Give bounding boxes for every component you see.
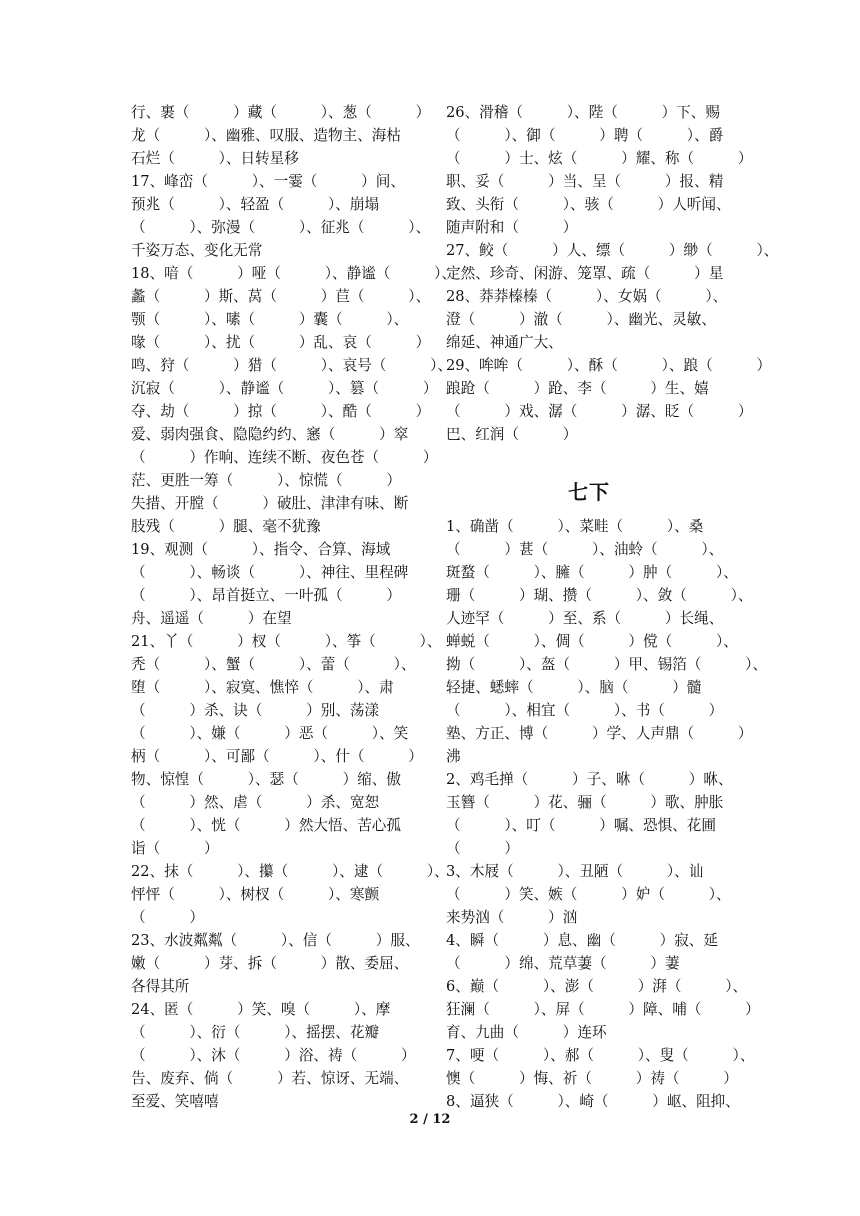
text-line: 拗（ ）、盔（ ）甲、锡箔（ ）、 xyxy=(446,656,768,673)
text-line: 来势汹（ ）汹 xyxy=(446,909,578,926)
text-line: 踉跄（ ）跄、李（ ）生、嬉 xyxy=(446,380,709,397)
section-heading: 七下 xyxy=(568,480,610,504)
text-line: 21、丫（ ）杈（ ）、筝（ ）、 xyxy=(131,633,442,650)
text-line: （ ）杀、诀（ ）别、荡漾 xyxy=(131,702,380,719)
text-line: 3、木屐（ ）、丑陋（ ）、讪 xyxy=(446,863,704,880)
text-line: （ ）笑、嫉（ ）妒（ ）、 xyxy=(446,886,731,903)
text-line: 7、哽（ ）、郝（ ）、叟（ ）、 xyxy=(446,1047,755,1064)
text-line: 沸 xyxy=(446,748,461,765)
text-line: 27、鲛（ ）人、缥（ ）缈（ ）、 xyxy=(446,242,779,259)
left-column xyxy=(131,101,457,1113)
text-line: 人迹罕（ ）至、系（ ）长绳、 xyxy=(446,610,724,627)
text-line: 各得其所 xyxy=(131,978,190,995)
text-line: 职、妥（ ）当、呈（ ）报、精 xyxy=(446,173,724,190)
text-line: 斑蝥（ ）、臃（ ）肿（ ）、 xyxy=(446,564,738,581)
text-line: 秃（ ）、蟹（ ）、蕾（ ）、 xyxy=(131,656,416,673)
text-line: 告、废弃、倘（ ）若、惊讶、无端、 xyxy=(131,1070,409,1087)
text-line: 爱、弱肉强食、隐隐约约、窸（ ）窣 xyxy=(131,426,409,443)
text-line: （ ）、嫌（ ）恶（ ）、笑 xyxy=(131,725,409,742)
text-line: 肢残（ ）腿、毫不犹豫 xyxy=(131,518,321,535)
text-line: 颚（ ）、嗉（ ）囊（ ）、 xyxy=(131,311,409,328)
right-column-top-block xyxy=(446,101,779,446)
text-line: 诣（ ） xyxy=(131,840,219,857)
text-line: 龙（ ）、幽雅、叹服、造物主、海枯 xyxy=(131,127,401,144)
text-line: 喙（ ）、扰（ ）乱、哀（ ） xyxy=(131,334,431,351)
text-line: 19、观测（ ）、指令、合算、海域 xyxy=(131,541,391,558)
text-line: 4、瞬（ ）息、幽（ ）寂、延 xyxy=(446,932,718,949)
text-line: （ ）、昂首挺立、一叶孤（ ） xyxy=(131,587,401,604)
text-line: 26、滑稽（ ）、陛（ ）下、赐 xyxy=(446,104,720,121)
text-line: 轻捷、蟋蟀（ ）、脑（ ）髓 xyxy=(446,679,702,696)
text-line: （ ） xyxy=(446,840,519,857)
text-line: 玉簪（ ）花、骊（ ）歌、肿胀 xyxy=(446,794,724,811)
text-line: 失措、开膛（ ）破肚、津津有味、断 xyxy=(131,495,409,512)
text-line: 珊（ ）瑚、攒（ ）、敛（ ）、 xyxy=(446,587,753,604)
text-line: 狂澜（ ）、屏（ ）障、哺（ ） xyxy=(446,1001,760,1018)
text-line: （ ）士、炫（ ）耀、称（ ） xyxy=(446,150,753,167)
text-line: 夺、劫（ ）掠（ ）、酷（ ） xyxy=(131,403,431,420)
text-line: 堕（ ）、寂寞、憔悴（ ）、肃 xyxy=(131,679,394,696)
text-line: （ ）葚（ ）、油蛉（ ）、 xyxy=(446,541,724,558)
text-line: 千姿万态、变化无常 xyxy=(131,242,263,259)
text-line: 28、莽莽榛榛（ ）、女娲（ ）、 xyxy=(446,288,728,305)
text-line: 茫、更胜一筹（ ）、惊慌（ ） xyxy=(131,472,401,489)
text-line: （ ）、畅谈（ ）、神往、里程碑 xyxy=(131,564,409,581)
text-line: 17、峰峦（ ）、一霎（ ）间、 xyxy=(131,173,405,190)
text-line: （ ）、叮（ ）嘱、恐惧、花圃 xyxy=(446,817,716,834)
text-line: 物、惊惶（ ）、瑟（ ）缩、傲 xyxy=(131,771,401,788)
text-line: 致、头衔（ ）、骇（ ）人听闻、 xyxy=(446,196,731,213)
text-line: （ ）、相宜（ ）、书（ ） xyxy=(446,702,724,719)
text-line: 至爱、笑嘻嘻 xyxy=(131,1093,219,1110)
text-line: 蝉蜕（ ）、倜（ ）傥（ ）、 xyxy=(446,633,738,650)
text-line: 绵延、神通广大、 xyxy=(446,334,563,351)
text-line: 澄（ ）澈（ ）、幽光、灵敏、 xyxy=(446,311,716,328)
text-line: （ ）、御（ ）聘（ ）、爵 xyxy=(446,127,724,144)
text-line: （ ）、沐（ ）浴、祷（ ） xyxy=(131,1047,416,1064)
text-line: 石烂（ ）、日转星移 xyxy=(131,150,299,167)
text-line: 2、鸡毛掸（ ）子、咻（ ）咻、 xyxy=(446,771,733,788)
text-line: （ ）绵、荒草萋（ ）萋 xyxy=(446,955,680,972)
text-line: 怦怦（ ）、树杈（ ）、寒颤 xyxy=(131,886,380,903)
right-column-bottom-block xyxy=(446,515,768,1113)
text-line: 8、逼狭（ ）、崎（ ）岖、阻抑、 xyxy=(446,1093,740,1110)
text-line: 舟、遥遥（ ）在望 xyxy=(131,610,292,627)
text-line: （ ） xyxy=(131,909,204,926)
text-line: 巴、红润（ ） xyxy=(446,426,578,443)
text-line: 29、哞哞（ ）、酥（ ）、踉（ ） xyxy=(446,357,772,374)
text-line: 24、匿（ ）笑、嗅（ ）、摩 xyxy=(131,1001,391,1018)
text-line: 鸣、狩（ ）猎（ ）、哀号（ ）、 xyxy=(131,357,453,374)
text-line: 塾、方正、博（ ）学、人声鼎（ ） xyxy=(446,725,753,742)
text-line: 行、裹（ ）藏（ ）、葱（ ） xyxy=(131,104,431,121)
text-line: 6、巅（ ）、澎（ ）湃（ ）、 xyxy=(446,978,748,995)
text-line: （ ）作响、连续不断、夜色苍（ ） xyxy=(131,449,438,466)
text-line: 嫩（ ）芽、拆（ ）散、委屈、 xyxy=(131,955,409,972)
text-line: 沉寂（ ）、静谧（ ）、篡（ ） xyxy=(131,380,438,397)
text-line: 1、确凿（ ）、菜畦（ ）、桑 xyxy=(446,518,704,535)
text-line: 22、抹（ ）、攥（ ）、逮（ ）、 xyxy=(131,863,449,880)
text-line: （ ）戏、潺（ ）潺、眨（ ） xyxy=(446,403,753,420)
text-line: 蠡（ ）斯、莴（ ）苣（ ）、 xyxy=(131,288,431,305)
text-line: 定然、珍奇、闲游、笼罩、疏（ ）星 xyxy=(446,265,724,282)
text-line: 18、喑（ ）哑（ ）、静谧（ ）、 xyxy=(131,265,457,282)
text-line: 育、九曲（ ）连环 xyxy=(446,1024,607,1041)
text-line: 随声附和（ ） xyxy=(446,219,578,236)
text-line: （ ）、衍（ ）、摇摆、花瓣 xyxy=(131,1024,380,1041)
right-column xyxy=(446,101,779,1113)
text-line: （ ）、恍（ ）然大悟、苦心孤 xyxy=(131,817,401,834)
text-line: 柄（ ）、可鄙（ ）、什（ ） xyxy=(131,748,423,765)
text-line: 23、水波粼粼（ ）、信（ ）服、 xyxy=(131,932,420,949)
text-line: （ ）、弥漫（ ）、征兆（ ）、 xyxy=(131,219,431,236)
text-line: 预兆（ ）、轻盈（ ）、崩塌 xyxy=(131,196,380,213)
text-line: 懊（ ）悔、祈（ ）祷（ ） xyxy=(446,1070,738,1087)
text-line: （ ）然、虐（ ）杀、宽恕 xyxy=(131,794,380,811)
page-number: 2 / 12 xyxy=(409,1112,451,1127)
